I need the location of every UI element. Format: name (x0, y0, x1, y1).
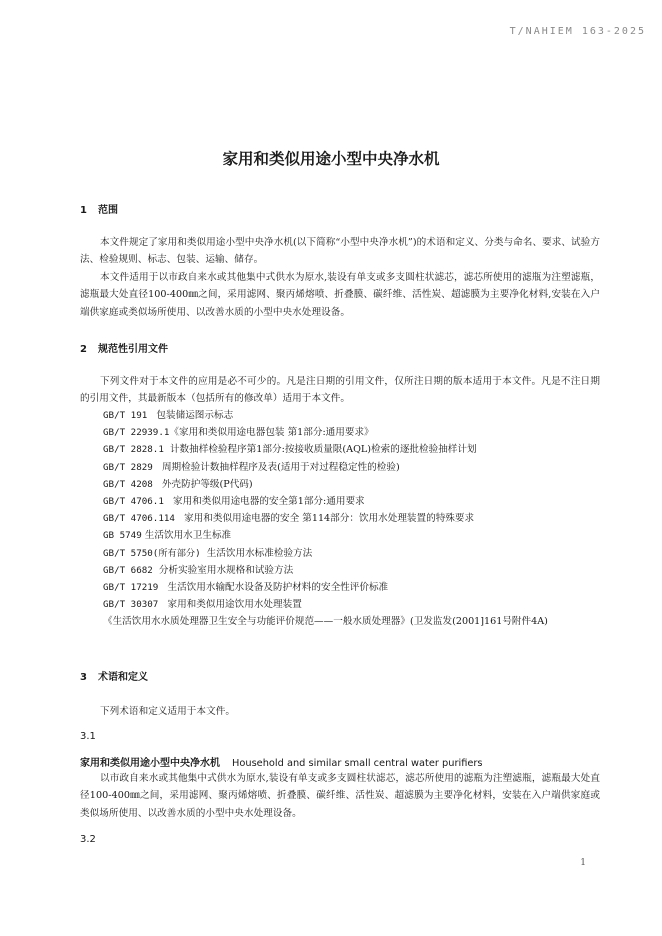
reference-item: GB/T 4208 外壳防护等级(P代码) (103, 478, 253, 490)
reference-item: GB/T 30307 家用和类似用途饮用水处理装置 (103, 599, 302, 611)
terms-intro-text: 下列术语和定义适用于本文件。 (100, 706, 236, 717)
section-2-heading (80, 340, 168, 355)
reference-item: GB/T 17219 生活饮用水输配水设备及防护材料的安全性评价标准 (103, 582, 389, 594)
document-code: T/NAHIEM 163-2025 (509, 26, 646, 37)
reference-item: GB/T 4706.1 家用和类似用途电器的安全第1部分:通用要求 (103, 496, 365, 508)
normative-intro (80, 373, 600, 408)
term-name-en: Household and similar small central water purifiers (232, 758, 483, 769)
term-heading (80, 754, 483, 769)
reference-item-extra: 《生活饮用水水质处理器卫生安全与功能评价规范——一般水质处理器》(卫发监发(2001]161号附件4A) (103, 616, 548, 628)
scope-paragraph-1: 本文件规定了家用和类似用途小型中央净水机(以下简称“小型中央净水机”)的术语和定义、分类与命名、要求、试验方法、检验规则、标志、包装、运输、储存。 (80, 237, 600, 266)
section-number: 3 (80, 672, 87, 683)
reference-item: GB/T 5750(所有部分) 生活饮用水标准检验方法 (103, 547, 313, 559)
reference-item: GB/T 2829 周期检验计数抽样程序及表(适用于对过程稳定性的检验) (103, 461, 400, 473)
scope-text (80, 234, 600, 321)
term-number: 3.1 (80, 731, 96, 742)
term-name-zh: 家用和类似用途小型中央净水机 (80, 758, 220, 769)
normative-intro-text: 下列文件对于本文件的应用是必不可少的。凡是注日期的引用文件，仅所注日期的版本适用于本文件。凡是不注日期的引用文件，其最新版本（包括所有的修改单）适用于本文件。 (80, 376, 600, 405)
term-number: 3.2 (80, 834, 96, 845)
page-number: 1 (580, 858, 586, 868)
document-title: 家用和类似用途小型中央净水机 (222, 150, 440, 168)
term-definition-text: 以市政自来水或其他集中式供水为原水,装设有单支或多支圆柱状滤芯，滤芯所使用的滤瓶为注塑滤瓶，滤瓶最大处直径100-400㎜之间，采用滤网、聚丙烯熔喷、折叠膜、碳纤维、活性炭、超滤膜为主要净化材料，安装在入户端供家庭或类似场所使用、以改善水质的小型中央水处理设备。 (80, 773, 600, 819)
section-title: 范围 (98, 205, 118, 216)
section-3-heading (80, 668, 148, 683)
section-number: 2 (80, 344, 87, 355)
section-number: 1 (80, 205, 87, 216)
reference-item: GB/T 2828.1 计数抽样检验程序第1部分:按接收质量限(AQL)检索的逐批检验抽样计划 (103, 444, 477, 456)
scope-paragraph-2: 本文件适用于以市政自来水或其他集中式供水为原水,装设有单支或多支圆柱状滤芯，滤芯所使用的滤瓶为注塑滤瓶，滤瓶最大处直径100-400㎜之间，采用滤网、聚丙烯熔喷、折叠膜、碳纤维、活性炭、超滤膜为主要净化材料,安装在入户端供家庭或类似场所使用、以改善水质的小型中央水处理设备。 (80, 271, 600, 318)
reference-item: GB/T 191 包装储运图示标志 (103, 410, 234, 421)
reference-item: GB/T 6682 分析实验室用水规格和试验方法 (103, 564, 294, 576)
term-definition (80, 770, 600, 822)
reference-item: GB/T 22939.1《家用和类似用途电器包装 第1部分:通用要求》 (103, 427, 374, 439)
reference-list (103, 407, 603, 631)
reference-item: GB 5749 生活饮用水卫生标准 (103, 530, 232, 542)
section-title: 术语和定义 (98, 672, 148, 683)
section-title: 规范性引用文件 (98, 344, 168, 355)
terms-intro (80, 703, 600, 720)
section-1-heading (80, 201, 118, 216)
reference-item: GB/T 4706.114 家用和类似用途电器的安全 第114部分：饮用水处理装置的特殊要求 (103, 513, 475, 525)
